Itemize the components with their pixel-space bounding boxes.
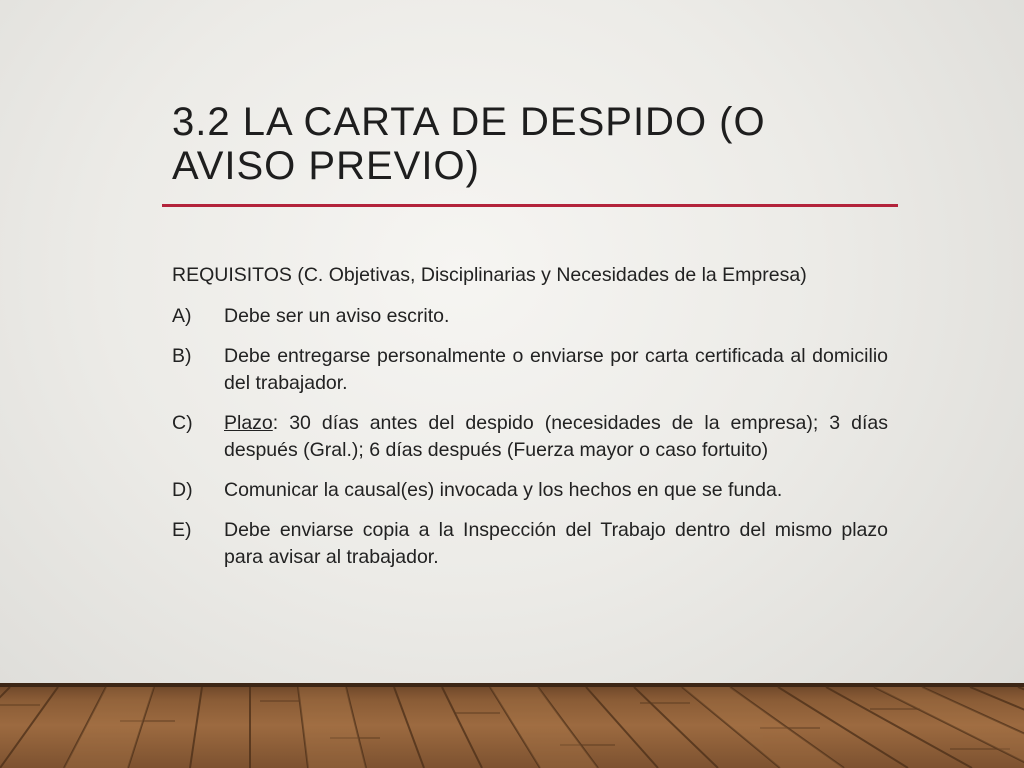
list-item-b (172, 343, 888, 397)
list-item-e (172, 517, 888, 571)
list-item-a (172, 303, 888, 330)
plazo-underlined-lead: Plazo (224, 412, 273, 434)
list-item-text-wrapper (224, 410, 888, 464)
list-item-letter: A) (172, 305, 192, 327)
list-item-letter: B) (172, 345, 192, 367)
list-item-letter: D) (172, 479, 193, 501)
floor-planks-graphic (0, 683, 1024, 768)
title-underline-rule (162, 204, 898, 207)
wooden-floor-decoration (0, 683, 1024, 768)
list-item-letter: E) (172, 519, 192, 541)
list-item-text: Debe enviarse copia a la Inspección del Trabajo dentro del mismo plazo para avisar al trabajador. (224, 519, 888, 568)
list-item-text: : 30 días antes del despido (necesidades de la empresa); 3 días después (Gral.); 6 días después (Fuerza mayor o caso fortuito) (224, 412, 888, 461)
list-item-letter: C) (172, 412, 193, 434)
list-item-text: Comunicar la causal(es) invocada y los hechos en que se funda. (224, 479, 783, 501)
list-item-text: Debe entregarse personalmente o enviarse por carta certificada al domicilio del trabajador. (224, 345, 888, 394)
slide-content (172, 262, 888, 584)
slide-title: 3.2 LA CARTA DE DESPIDO (O AVISO PREVIO) (172, 100, 766, 188)
list-item-text: Debe ser un aviso escrito. (224, 305, 450, 327)
requirements-heading: REQUISITOS (C. Objetivas, Disciplinarias y Necesidades de la Empresa) (172, 264, 807, 286)
list-item-c (172, 410, 888, 464)
list-item-d (172, 477, 888, 504)
